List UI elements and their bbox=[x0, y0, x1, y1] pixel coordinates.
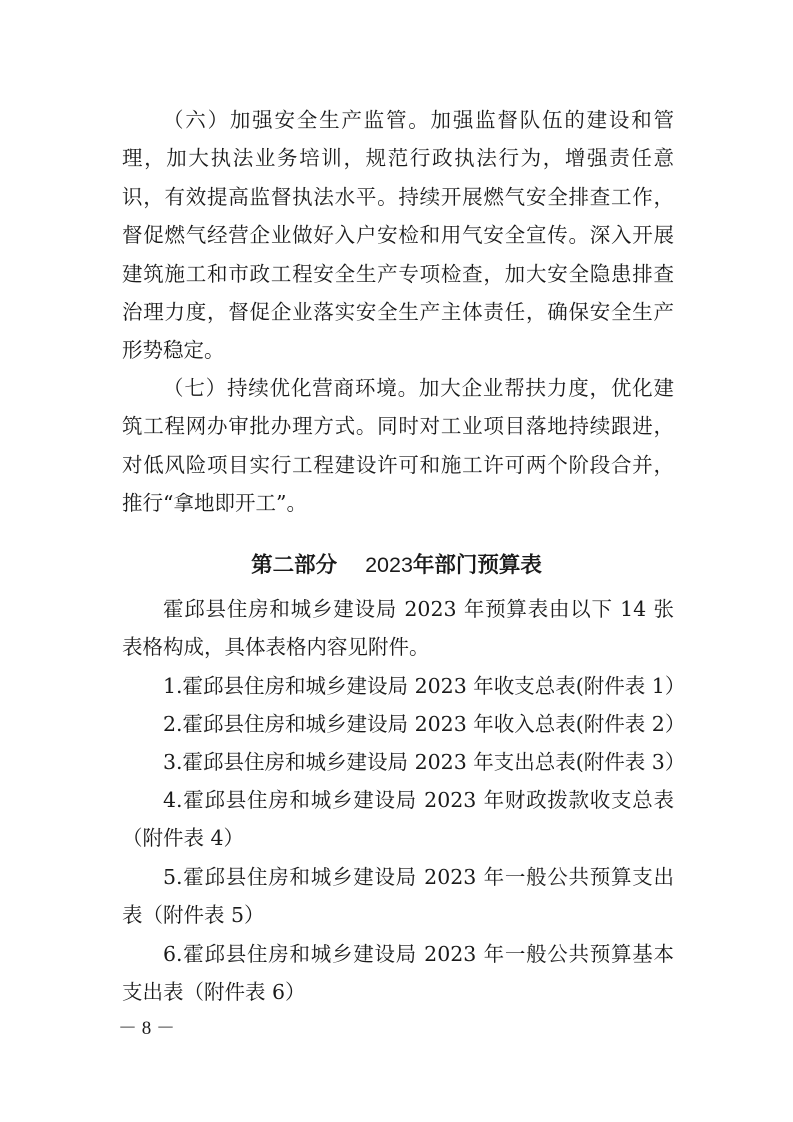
list-item: 4.霍邱县住房和城乡建设局 2023 年财政拨款收支总表（附件表 4） bbox=[122, 788, 674, 851]
paragraph-section-six: （六）加强安全生产监管。加强监督队伍的建设和管理，加大执法业务培训，规范行政执法行为，增强责任意识，有效提高监督执法水平。持续开展燃气安全排查工作，督促燃气经营企业做好入户安检和用气安全宣传。深入开展建筑施工和市政工程安全生产专项检查，加大安全隐患排查治理力度，督促企业落实安全生产主体责任，确保安全生产形势稳定。 bbox=[122, 108, 674, 363]
heading-year: 2023 bbox=[365, 553, 413, 577]
heading-part: 第二部分 bbox=[251, 553, 338, 578]
list-item: 6.霍邱县住房和城乡建设局 2023 年一般公共预算基本支出表（附件表 6） bbox=[122, 942, 674, 1005]
list-item: 1.霍邱县住房和城乡建设局 2023 年收支总表(附件表 1） bbox=[163, 674, 686, 698]
list-item: 3.霍邱县住房和城乡建设局 2023 年支出总表(附件表 3） bbox=[163, 750, 686, 774]
heading-rest: 年部门预算表 bbox=[412, 553, 542, 578]
paragraph-section-seven: （七）持续优化营商环境。加大企业帮扶力度，优化建筑工程网办审批办理方式。同时对工业项目落地持续跟进，对低风险项目实行工程建设许可和施工许可两个阶段合并，推行“拿地即开工”。 bbox=[122, 376, 674, 516]
page-number: － 8 － bbox=[118, 1018, 176, 1039]
section-heading bbox=[0, 549, 793, 582]
list-item: 5.霍邱县住房和城乡建设局 2023 年一般公共预算支出表（附件表 5） bbox=[122, 865, 674, 928]
list-item: 2.霍邱县住房和城乡建设局 2023 年收入总表(附件表 2） bbox=[163, 712, 686, 736]
section-intro: 霍邱县住房和城乡建设局 2023 年预算表由以下 14 张表格构成，具体表格内容见附件。 bbox=[122, 597, 674, 660]
